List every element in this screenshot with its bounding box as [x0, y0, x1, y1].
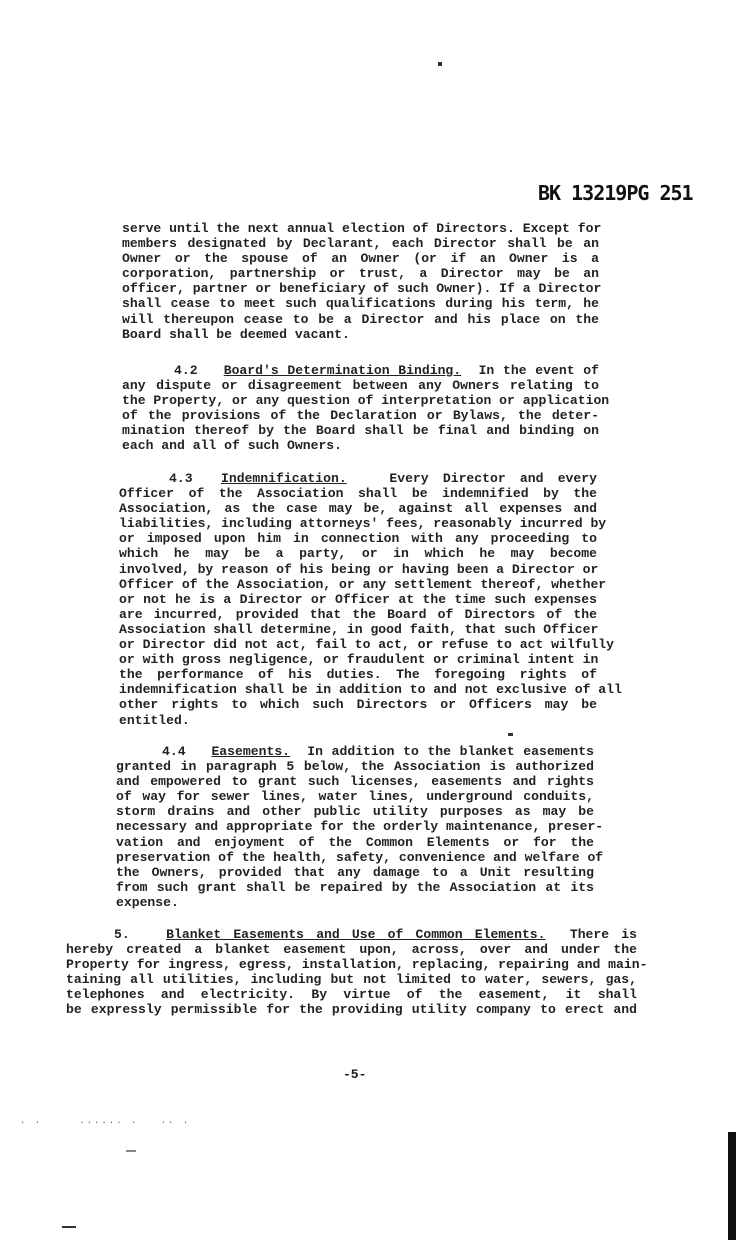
text-line: serve until the next annual election of Directors. Except for	[122, 221, 602, 236]
text-line: and empowered to grant such licenses, easements and rights	[116, 774, 594, 790]
text-line: will thereupon cease to be a Director and his place on the	[122, 311, 599, 327]
text-line: indemnification shall be in addition to and not exclusive of all	[119, 682, 622, 698]
text-line: hereby created a blanket easement upon, across, over and under the	[66, 942, 637, 958]
page-number: -5-	[343, 1067, 367, 1082]
text-line: expense.	[116, 894, 179, 910]
recording-stamp: BK 13219PG 251	[538, 181, 693, 205]
text-line: of the provisions of the Declaration or Bylaws, the deter-	[122, 408, 599, 424]
section-first-line	[119, 471, 597, 486]
text-line: of way for sewer lines, water lines, underground conduits,	[116, 789, 594, 805]
text-line: necessary and appropriate for the orderly maintenance, preser-	[116, 819, 604, 835]
text-line: any dispute or disagreement between any Owners relating to	[122, 378, 599, 394]
scan-artifact-dash	[62, 1226, 76, 1228]
scan-speck	[438, 62, 442, 66]
text-line: the Property, or any question of interpretation or application	[122, 393, 610, 409]
section-4-4	[116, 744, 604, 910]
text-line: or with gross negligence, or fraudulent or criminal intent in	[119, 652, 599, 668]
scan-edge-bar	[728, 1132, 736, 1240]
text-line: the Owners, provided that any damage to a Unit resulting	[116, 864, 594, 880]
text-line: mination thereof by the Board shall be final and binding on	[122, 423, 599, 439]
text-line: preservation of the health, safety, convenience and welfare of	[116, 849, 604, 865]
text-line: the performance of his duties. The foregoing rights of	[119, 667, 597, 683]
text-line: corporation, partnership or trust, a Director may be an	[122, 266, 599, 282]
section-first-line	[116, 744, 594, 759]
section-first-line	[66, 927, 637, 942]
text-line: granted in paragraph 5 below, the Association is authorized	[116, 759, 594, 775]
text-line: Board shall be deemed vacant.	[122, 326, 350, 342]
section-first-line	[122, 363, 599, 378]
text-line: In the event of	[478, 363, 599, 378]
text-line: be expressly permissible for the providing utility company to erect and	[66, 1002, 637, 1018]
text-line: other rights to which such Directors or Officers may be	[119, 697, 597, 713]
text-line: telephones and electricity. By virtue of the easement, it shall	[66, 987, 637, 1003]
scan-artifact: · · ······ · ·· ·	[20, 1118, 191, 1128]
section-number: 4.2	[174, 363, 198, 378]
section-number: 4.3	[169, 471, 193, 486]
paragraph-continuation	[122, 221, 602, 342]
text-line: each and all of such Owners.	[122, 438, 343, 454]
text-line: liabilities, including attorneys' fees, reasonably incurred by	[119, 516, 607, 532]
text-line: Property for ingress, egress, installation, replacing, repairing and main-	[66, 957, 648, 973]
text-line: storm drains and other public utility purposes as may be	[116, 804, 594, 820]
text-line: Officer of the Association shall be indemnified by the	[119, 486, 597, 502]
section-number: 5.	[114, 927, 130, 942]
section-heading: Blanket Easements and Use of Common Elements.	[166, 927, 546, 942]
text-line: shall cease to meet such qualifications during his term, he	[122, 296, 599, 312]
text-line: entitled.	[119, 712, 190, 728]
text-line: Association shall determine, in good faith, that such Officer	[119, 621, 599, 637]
section-number: 4.4	[162, 744, 186, 759]
text-line: taining all utilities, including but not limited to water, sewers, gas,	[66, 972, 637, 988]
section-4-3	[119, 471, 622, 728]
scan-speck	[126, 1150, 136, 1152]
text-line: Officer of the Association, or any settlement thereof, whether	[119, 576, 607, 592]
text-line: or Director did not act, fail to act, or refuse to act wilfully	[119, 637, 615, 653]
text-line: members designated by Declarant, each Director shall be an	[122, 236, 599, 252]
section-heading: Board's Determination Binding.	[223, 363, 462, 378]
text-line: There is	[569, 927, 637, 942]
section-5	[66, 927, 648, 1018]
text-line: which he may be a party, or in which he may become	[119, 546, 597, 562]
text-line: Owner or the spouse of an Owner (or if an Owner is a	[122, 251, 599, 267]
text-line: or imposed upon him in connection with any proceeding to	[119, 531, 597, 547]
text-line: involved, by reason of his being or having been a Director or	[119, 561, 599, 577]
text-line: are incurred, provided that the Board of Directors of the	[119, 606, 597, 622]
scan-speck	[508, 733, 513, 736]
text-line: Association, as the case may be, against all expenses and	[119, 501, 597, 517]
section-4-2	[122, 363, 610, 454]
section-heading: Easements.	[211, 744, 291, 759]
text-line: vation and enjoyment of the Common Elements or for the	[116, 834, 594, 850]
text-line: In addition to the blanket easements	[307, 744, 594, 759]
text-line: from such grant shall be repaired by the Association at its	[116, 879, 594, 895]
section-heading: Indemnification.	[221, 471, 347, 486]
text-line: or not he is a Director or Officer at the time such expenses	[119, 591, 597, 607]
text-line: Every Director and every	[389, 471, 597, 486]
text-line: officer, partner or beneficiary of such Owner). If a Director	[122, 281, 602, 297]
